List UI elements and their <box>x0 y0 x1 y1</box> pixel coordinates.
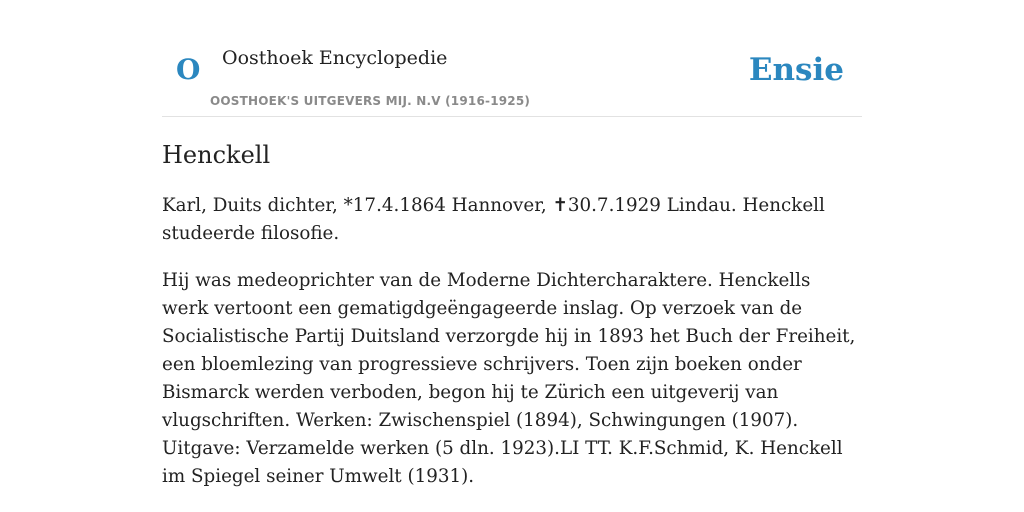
brand-link[interactable]: Ensie <box>748 52 844 88</box>
article-paragraph-2: Hij was medeoprichter van de Moderne Dichtercharaktere. Henckells werk vertoont een gematigdgeëngageerde inslag. Op verzoek van de Socialistische Partij Duitsland verzorgde hij in 1893 het Buch der Freiheit, een bloemlezing van progressieve schrijvers. Toen zijn boeken onder Bismarck werden verboden, begon hij te Zürich een uitgeverij van vlugschriften. Werken: Zwischenspiel (1894), Schwingungen (1907). Uitgave: Verzamelde werken (5 dln. 1923).LI TT. K.F.Schmid, K. Henckell im Spiegel seiner Umwelt (1931). <box>162 270 856 487</box>
article <box>162 138 862 491</box>
site-header <box>162 0 862 117</box>
article-paragraph-1: Karl, Duits dichter, *17.4.1864 Hannover, ✝30.7.1929 Lindau. Henckell studeerde filosofie. <box>162 195 825 244</box>
entry-title: Henckell <box>162 141 271 169</box>
site-title[interactable]: Oosthoek Encyclopedie <box>222 47 448 69</box>
site-logo[interactable]: O <box>176 53 201 86</box>
publisher-label: OOSTHOEK'S UITGEVERS MIJ. N.V (1916-1925) <box>210 94 531 108</box>
